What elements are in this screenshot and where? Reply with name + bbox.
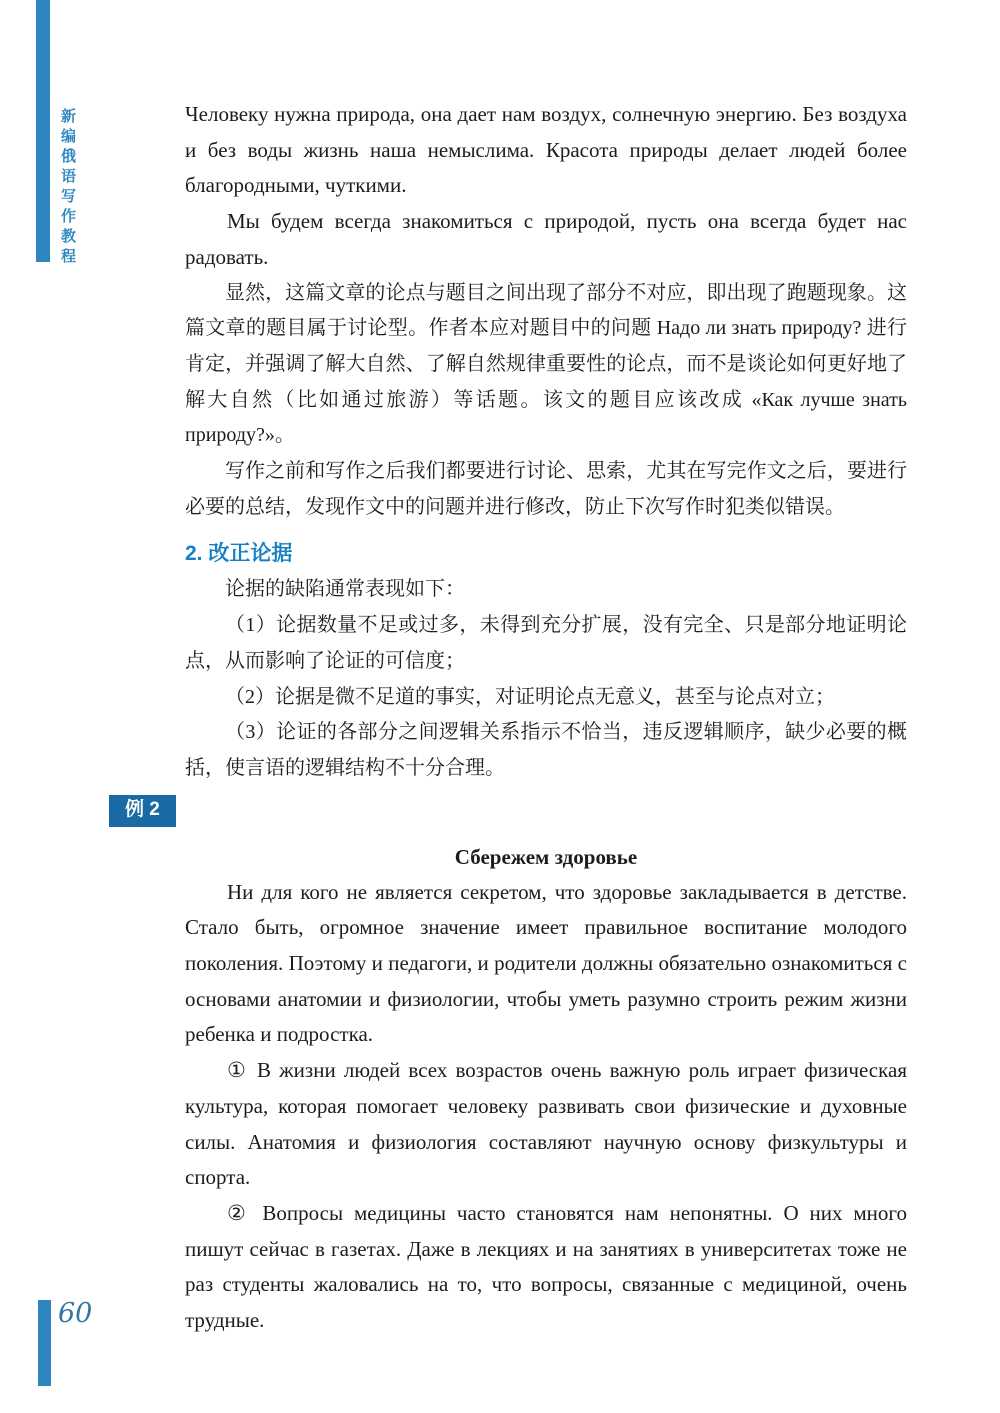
list-item: （3）论证的各部分之间逻辑关系指示不恰当，违反逻辑顺序，缺少必要的概括，使言语的逻辑结构不十分合理。: [185, 721, 907, 779]
spine-accent-bar: [36, 0, 50, 262]
example-badge: 例 2: [109, 795, 176, 827]
paragraph-commentary: 写作之前和写作之后我们都要进行讨论、思索，尤其在写完作文之后，要进行必要的总结，发现作文中的问题并进行修改，防止下次写作时犯类似错误。: [185, 460, 907, 518]
essay-title: Сбережем здоровье: [454, 844, 638, 869]
section-heading: 2. 改正论据: [185, 542, 293, 566]
paragraph-russian: ① В жизни людей всех возрастов очень важную роль играет физическая культура, которая помогает человеку развивать свои физические и духовные силы. Анатомия и физиология составляют научную основу физкультуры и спорта.: [185, 1058, 907, 1190]
page-content: [125, 97, 907, 1339]
paragraph-russian: Мы будем всегда знакомиться с природой, пусть она всегда будет нас радовать.: [185, 209, 907, 269]
book-spine-title: 新编俄语写作教程: [59, 108, 76, 268]
page-number: 60: [58, 1298, 93, 1329]
list-intro: 论据的缺陷通常表现如下：: [225, 578, 465, 601]
footer-accent-bar: [38, 1300, 51, 1386]
list-item: （1）论据数量不足或过多，未得到充分扩展，没有完全、只是部分地证明论点，从而影响了论证的可信度；: [185, 614, 907, 672]
paragraph-russian: Ни для кого не является секретом, что здоровье закладывается в детстве. Стало быть, огромное значение имеет правильное воспитание молодого поколения. Поэтому и педагоги, и родители должны обязательно ознакомиться с основами анатомии и физиологии, чтобы уметь разумно строить режим жизни ребенка и подростка.: [185, 879, 907, 1047]
list-item: （2）论据是微不足道的事实，对证明论点无意义，甚至与论点对立；: [225, 685, 835, 708]
paragraph-russian: Человеку нужна природа, она дает нам воздух, солнечную энергию. Без воздуха и без воды жизнь наша немыслима. Красота природы делает людей более благородными, чуткими.: [185, 102, 907, 198]
paragraph-commentary: 显然，这篇文章的论点与题目之间出现了部分不对应，即出现了跑题现象。这篇文章的题目属于讨论型。作者本应对题目中的问题 Надо ли знать природу? 进行肯定，并强调了解大自然、了解自然规律重要性的论点，而不是谈论如何更好地了解大自然（比如通过旅游）等话题。该文的题目应该改成 «Как лучше знать природу?»。: [185, 281, 907, 447]
paragraph-russian: ② Вопросы медицины часто становятся нам непонятны. О них много пишут сейчас в газетах. Даже в лекциях и на занятиях в университетах тоже не раз студенты жаловались на то, что вопросы, связанные с медициной, очень трудные.: [185, 1200, 907, 1333]
